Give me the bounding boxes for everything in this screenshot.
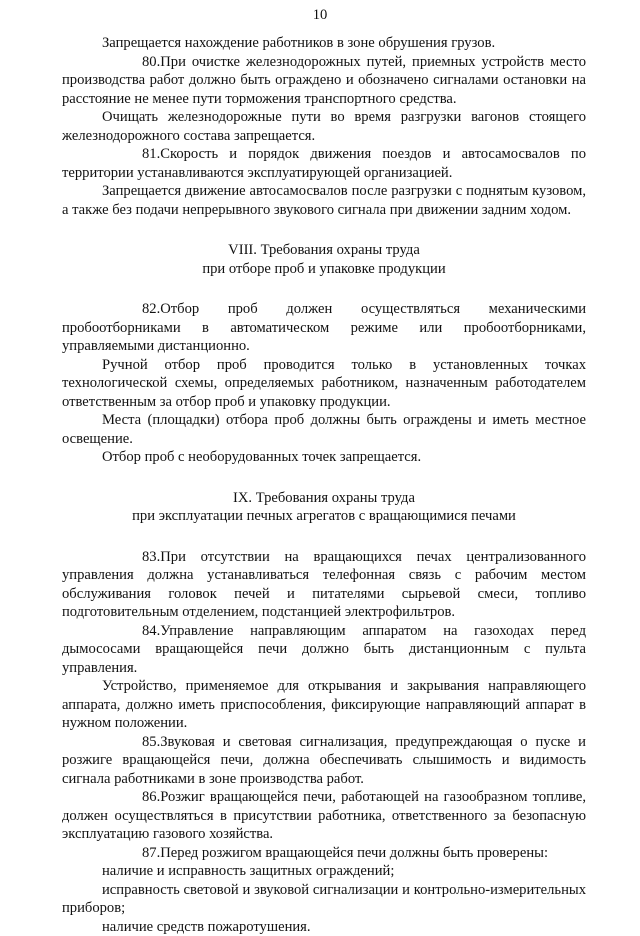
section-subtitle: при отборе проб и упаковке продукции: [62, 260, 586, 279]
paragraph-text: Отбор проб с необорудованных точек запрещается.: [102, 449, 421, 465]
paragraph-text: Устройство, применяемое для открывания и закрывания направляющего аппарата, должно иметь приспособления, фиксирующие направляющий аппарат в нужном положении.: [62, 678, 586, 731]
paragraph-text: Ручной отбор проб проводится только в установленных точках технологической схемы, определяемых работником, назначенным работодателем ответственным за отбор проб и упаковку продукции.: [62, 357, 586, 410]
paragraph-group: [62, 300, 586, 467]
paragraph: [62, 677, 586, 733]
paragraph-text: При отсутствии на вращающихся печах централизованного управления должна устанавливаться телефонная связь с рабочим местом обслуживания головок печей и питателями сырьевой смеси, топливо подготовительным отделением, подстанцией электрофильтров.: [62, 549, 586, 621]
paragraph: [62, 300, 586, 356]
paragraph: [62, 733, 586, 789]
section-heading-ix: [62, 489, 586, 526]
paragraph-text: Управление направляющим аппаратом на газоходах перед дымососами вращающейся печи должно быть дистанционным с пульта управления.: [62, 623, 586, 676]
paragraph-text: Звуковая и световая сигнализация, предупреждающая о пуске и розжиге вращающейся печи, должна обеспечивать слышимость и видимость сигнала работниками в зоне производства работ.: [62, 734, 586, 787]
section-title: VIII. Требования охраны труда: [62, 241, 586, 260]
document-body: [62, 34, 586, 936]
clause-number: 82.: [102, 300, 160, 319]
paragraph-text: Отбор проб должен осуществляться механическими пробоотборниками в автоматическом режиме или пробоотборниками, управляемыми дистанционно.: [62, 301, 586, 354]
clause-number: 81.: [102, 145, 160, 164]
clause-number: 83.: [102, 548, 160, 567]
paragraph-group: [62, 548, 586, 936]
section-heading-viii: [62, 241, 586, 278]
paragraph: [62, 356, 586, 412]
page-number: 10: [0, 6, 640, 25]
paragraph: [62, 145, 586, 182]
paragraph: [62, 108, 586, 145]
paragraph: [62, 53, 586, 109]
paragraph: [62, 881, 586, 918]
section-title: IX. Требования охраны труда: [62, 489, 586, 508]
paragraph-text: Скорость и порядок движения поездов и автосамосвалов по территории устанавливаются эксплуатирующей организацией.: [62, 146, 586, 181]
clause-number: 85.: [102, 733, 160, 752]
paragraph-group: [62, 34, 586, 219]
section-subtitle: при эксплуатации печных агрегатов с вращающимися печами: [62, 507, 586, 526]
paragraph: [62, 862, 586, 881]
paragraph-text: Перед розжигом вращающейся печи должны быть проверены:: [160, 845, 548, 861]
paragraph-text: Места (площадки) отбора проб должны быть ограждены и иметь местное освещение.: [62, 412, 586, 447]
paragraph: [62, 34, 586, 53]
clause-number: 86.: [102, 788, 160, 807]
paragraph: [62, 411, 586, 448]
paragraph: [62, 622, 586, 678]
clause-number: 87.: [102, 844, 160, 863]
paragraph-text: Розжиг вращающейся печи, работающей на газообразном топливе, должен осуществляться в присутствии работника, ответственного за безопасную эксплуатацию газового хозяйства.: [62, 789, 586, 842]
paragraph: [62, 182, 586, 219]
paragraph: [62, 548, 586, 622]
paragraph-text: Очищать железнодорожные пути во время разгрузки вагонов стоящего железнодорожного состава запрещается.: [62, 109, 586, 144]
paragraph: [62, 788, 586, 844]
paragraph: [62, 844, 586, 863]
paragraph-text: Запрещается движение автосамосвалов после разгрузки с поднятым кузовом, а также без подачи непрерывного звукового сигнала при движении задним ходом.: [62, 183, 586, 218]
paragraph: [62, 918, 586, 936]
clause-number: 84.: [102, 622, 160, 641]
clause-number: 80.: [102, 53, 160, 72]
paragraph-text: исправность световой и звуковой сигнализации и контрольно-измерительных приборов;: [62, 882, 586, 917]
paragraph-text: При очистке железнодорожных путей, приемных устройств место производства работ должно быть ограждено и обозначено сигналами остановки на расстояние не менее пути торможения транспортного средства.: [62, 54, 586, 107]
paragraph: [62, 448, 586, 467]
paragraph-text: наличие средств пожаротушения.: [102, 919, 311, 935]
paragraph-text: Запрещается нахождение работников в зоне обрушения грузов.: [102, 35, 495, 51]
paragraph-text: наличие и исправность защитных ограждений;: [102, 863, 394, 879]
